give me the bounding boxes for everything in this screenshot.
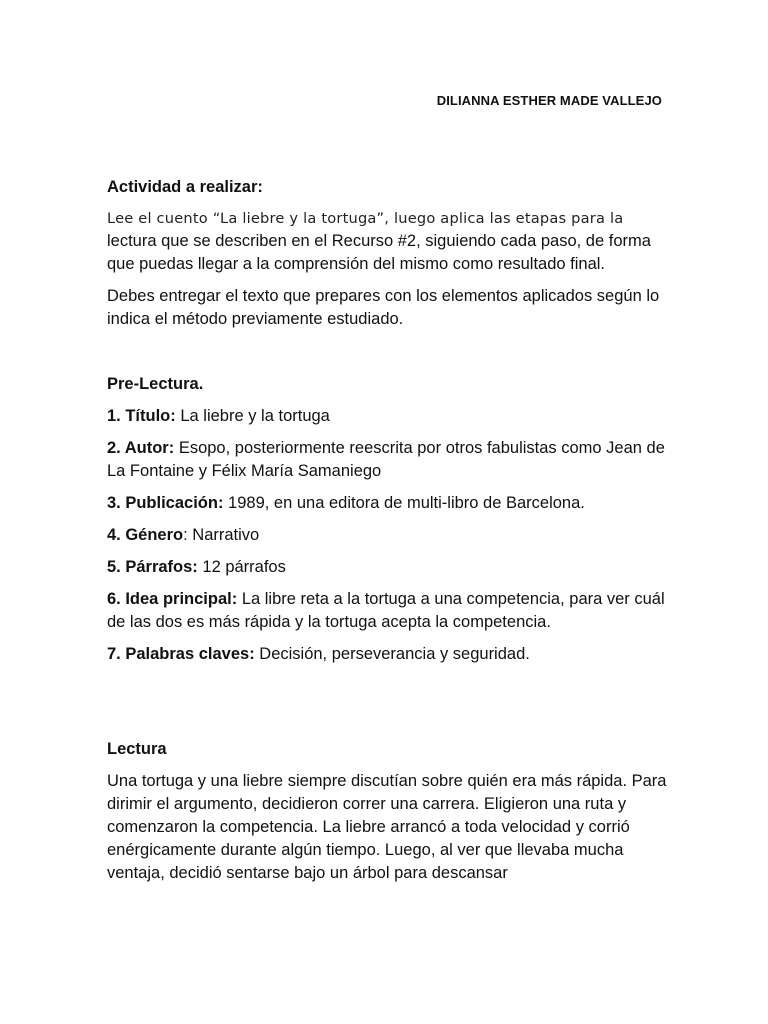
prelectura-item-parrafos [107, 556, 667, 579]
item-value: 12 párrafos [202, 558, 286, 576]
item-value: 1989, en una editora de multi-libro de Barcelona. [228, 494, 585, 512]
item-value: La liebre y la tortuga [180, 407, 330, 425]
author-name: DILIANNA ESTHER MADE VALLEJO [436, 93, 662, 108]
item-label: 3. Publicación: [107, 494, 224, 512]
item-value: Narrativo [192, 526, 260, 544]
activity-heading: Actividad a realizar: [107, 178, 263, 196]
prelectura-item-idea-principal [107, 588, 667, 634]
item-label: 5. Párrafos: [107, 558, 198, 576]
item-label: 6. Idea principal: [107, 590, 238, 608]
activity-instructions-line1: Lee el cuento “La liebre y la tortuga”, luego aplica las etapas para la [107, 210, 624, 227]
lectura-heading: Lectura [107, 740, 167, 758]
lectura-text: Una tortuga y una liebre siempre discutían sobre quién era más rápida. Para dirimir el argumento, decidieron correr una carrera. Eligieron una ruta y comenzaron la competencia. La liebre arrancó a toda velocidad y corrió enérgicamente durante algún tiempo. Luego, al ver que llevaba mucha ventaja, decidió sentarse bajo un árbol para descansar [107, 772, 667, 882]
prelectura-item-autor [107, 437, 667, 483]
prelectura-heading: Pre-Lectura. [107, 375, 204, 393]
item-separator: : [183, 526, 193, 544]
item-value: Decisión, perseverancia y seguridad. [259, 645, 530, 663]
item-label: 7. Palabras claves: [107, 645, 255, 663]
activity-deliver-note: Debes entregar el texto que prepares con los elementos aplicados según lo indica el método previamente estudiado. [107, 287, 660, 328]
prelectura-item-publicacion [107, 492, 667, 515]
item-value: La libre reta a la tortuga a una competencia, para ver cuál de las dos es más rápida y la tortuga acepta la competencia. [107, 590, 665, 631]
prelectura-item-genero [107, 524, 667, 547]
item-label: 1. Título: [107, 407, 176, 425]
activity-instructions [107, 207, 667, 276]
item-label: 4. Género [107, 526, 184, 544]
prelectura-item-palabras-claves [107, 643, 667, 666]
document-body [107, 176, 667, 885]
item-label: 2. Autor: [107, 439, 175, 457]
item-value: Esopo, posteriormente reescrita por otros fabulistas como Jean de La Fontaine y Félix María Samaniego [107, 439, 665, 480]
activity-instructions-rest: lectura que se describen en el Recurso #2, siguiendo cada paso, de forma que puedas llegar a la comprensión del mismo como resultado final. [107, 232, 651, 273]
prelectura-item-titulo [107, 405, 667, 428]
